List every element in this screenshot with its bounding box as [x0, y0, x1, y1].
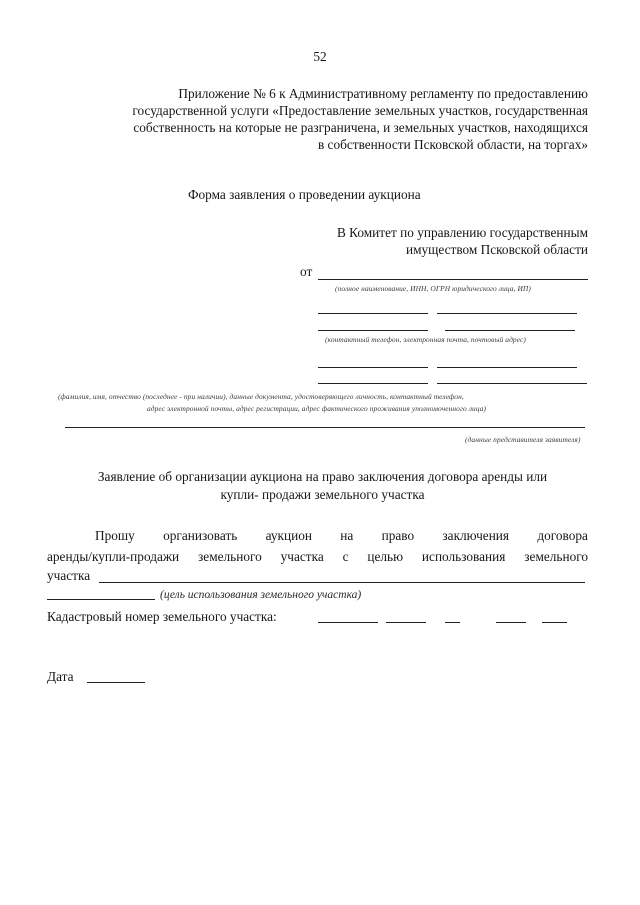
person-caption-2: адрес электронной почты, адрес регистрации, адрес фактического проживания уполномоченного лица) — [147, 404, 487, 413]
body-word-6: заключения — [442, 528, 510, 543]
purpose-field-continued[interactable] — [47, 599, 155, 600]
blank-field-4a[interactable] — [318, 383, 428, 384]
statement-title-line-2: купли- продажи земельного участка — [220, 487, 425, 502]
addressee-line-2: имуществом Псковской области — [405, 242, 588, 257]
purpose-field[interactable] — [99, 582, 585, 583]
appendix-line-3: собственность на которые не разграничена, и земельных участков, находящихся — [133, 120, 588, 135]
body-line-2: аренды/купли-продажи земельного участка с целью использования земельного — [47, 549, 588, 564]
purpose-caption: (цель использования земельного участка) — [160, 589, 362, 601]
representative-caption: (данные представителя заявителя) — [465, 435, 581, 444]
body-word-3: аукцион — [265, 528, 312, 543]
page-number: 52 — [313, 49, 327, 64]
cadastral-field-2[interactable] — [386, 622, 426, 623]
cadastral-field-3[interactable] — [445, 622, 460, 623]
from-label: от — [300, 264, 313, 279]
blank-field-4b[interactable] — [437, 383, 587, 384]
appendix-line-1: Приложение № 6 к Административному регламенту по предоставлению — [178, 86, 588, 101]
body-word-1: Прошу — [95, 528, 135, 543]
cadastral-field-5[interactable] — [542, 622, 567, 623]
body-word-7: договора — [537, 528, 588, 543]
form-title: Форма заявления о проведении аукциона — [188, 187, 421, 202]
date-field[interactable] — [87, 682, 145, 683]
body-word-2: организовать — [163, 528, 238, 543]
addressee-block — [250, 224, 588, 258]
appendix-line-4: в собственности Псковской области, на торгах» — [317, 137, 588, 152]
statement-title — [40, 468, 605, 503]
cadastral-field-1[interactable] — [318, 622, 378, 623]
date-label: Дата — [47, 669, 74, 684]
applicant-name-field[interactable] — [318, 279, 588, 280]
blank-field-2b[interactable] — [445, 330, 575, 331]
blank-field-3a[interactable] — [318, 367, 428, 368]
land-plot-label: участка — [47, 568, 91, 583]
body-word-5: право — [381, 528, 415, 543]
appendix-header — [40, 85, 588, 153]
body-line-1 — [95, 527, 588, 544]
person-caption-1: (фамилия, имя, отчество (последнее - при наличии), данные документа, удостоверяющего личность, контактный телефон, — [58, 392, 464, 401]
cadastral-label: Кадастровый номер земельного участка: — [47, 609, 277, 624]
contacts-caption: (контактный телефон, электронная почта, почтовый адрес) — [325, 335, 526, 344]
appendix-line-2: государственной услуги «Предоставление земельных участков, государственная — [132, 103, 588, 118]
body-word-4: на — [340, 528, 354, 543]
representative-field[interactable] — [65, 427, 585, 428]
org-name-caption: (полное наименование, ИНН, ОГРН юридического лица, ИП) — [335, 284, 531, 293]
blank-field-3b[interactable] — [437, 367, 577, 368]
statement-title-line-1: Заявление об организации аукциона на право заключения договора аренды или — [97, 469, 548, 484]
blank-field-1a[interactable] — [318, 313, 428, 314]
blank-field-2a[interactable] — [318, 330, 428, 331]
blank-field-1b[interactable] — [437, 313, 577, 314]
addressee-line-1: В Комитет по управлению государственным — [336, 225, 588, 240]
cadastral-field-4[interactable] — [496, 622, 526, 623]
